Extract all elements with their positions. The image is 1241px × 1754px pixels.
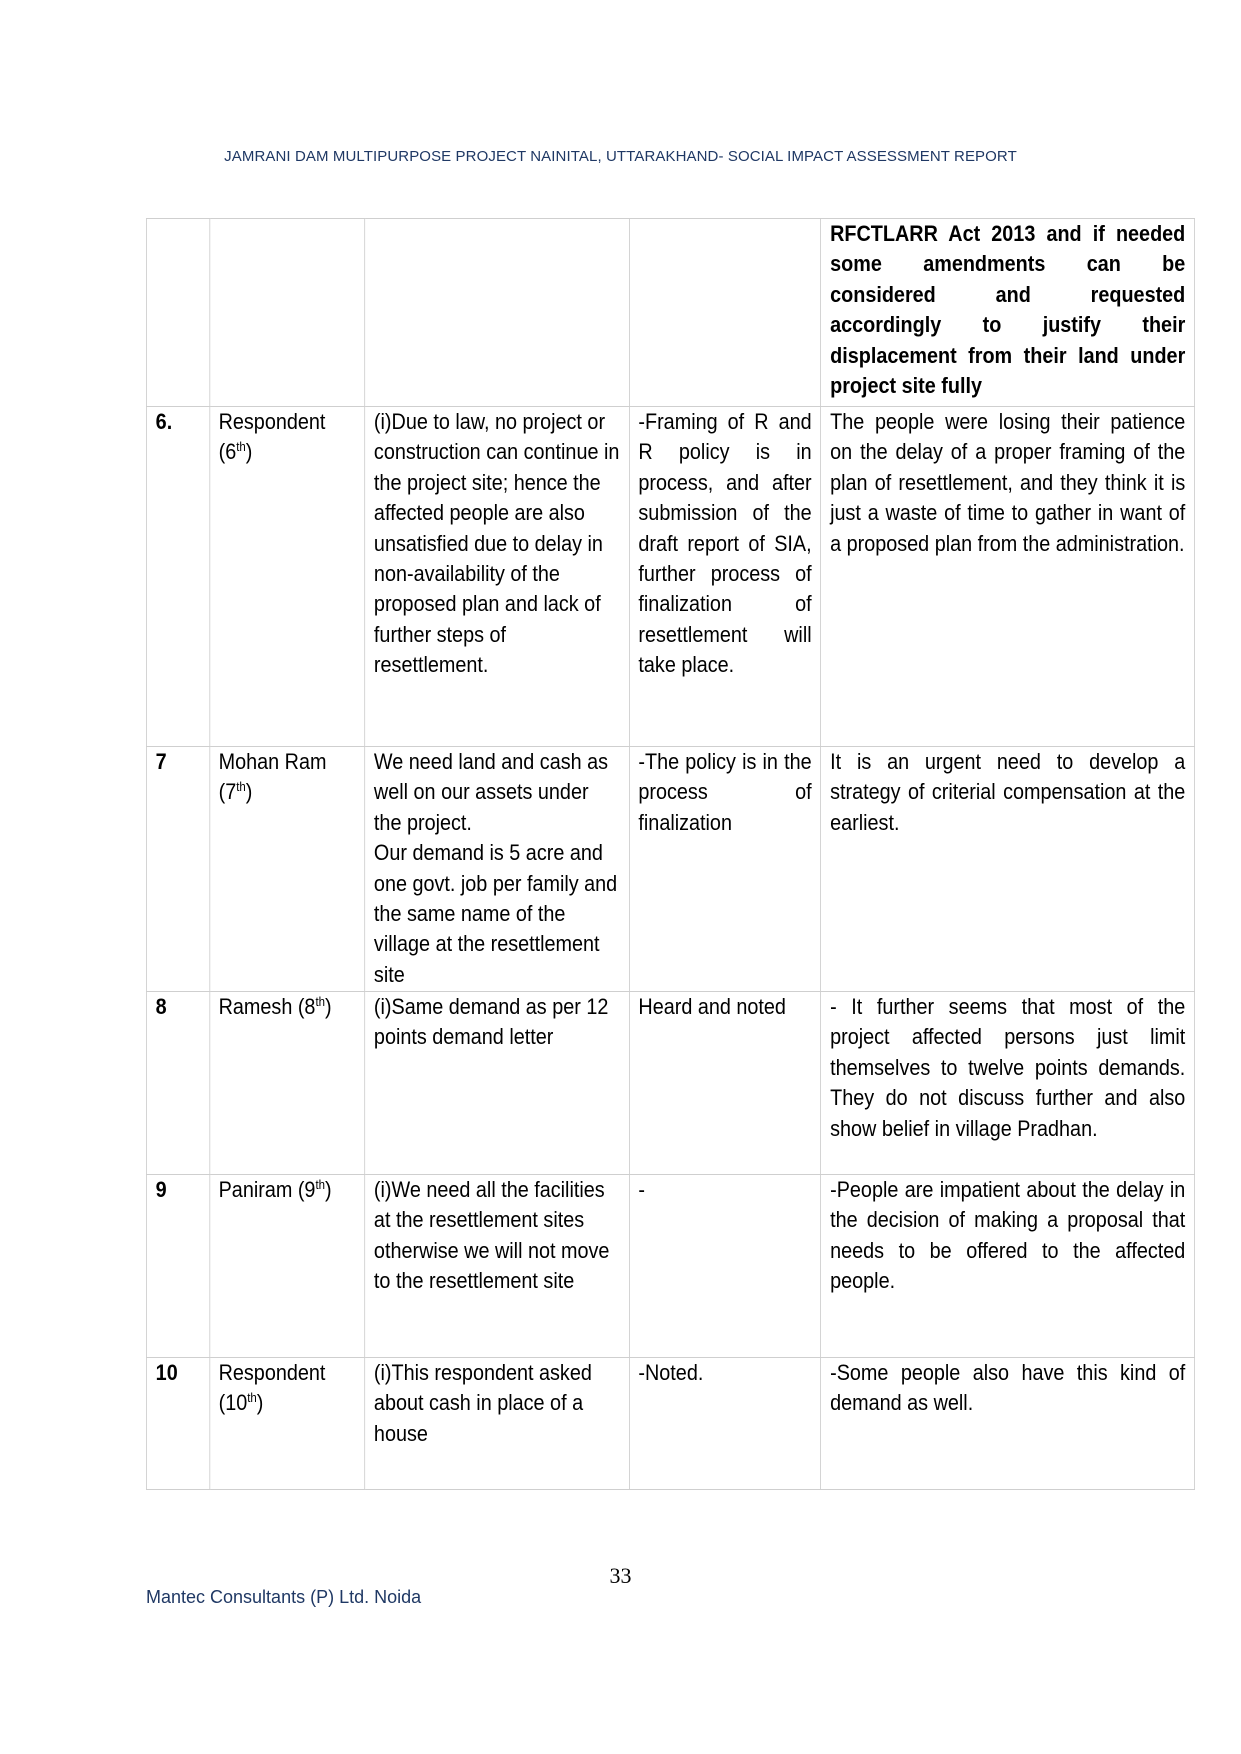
table-row: [146, 1358, 1194, 1490]
concern-cell: We need land and cash as well on our assets under the project. Our demand is 5 acre and one govt. job per family and the same name of the village at the resettlement site: [365, 747, 629, 992]
observation-cell: -Some people also have this kind of demand as well.: [821, 1358, 1195, 1490]
respondent-name: Mohan Ram (7th): [209, 747, 364, 992]
table-row: [146, 1175, 1194, 1358]
table-row: [146, 407, 1194, 747]
response-cell: -: [629, 1175, 821, 1358]
concern-cell: (i)This respondent asked about cash in place of a house: [365, 1358, 629, 1490]
observation-cell: The people were losing their patience on the delay of a proper framing of the plan of resettlement, and they think it is just a waste of time to gather in want of a proposed plan from the administration.: [821, 407, 1195, 747]
respondent-name: Respondent (6th): [209, 407, 364, 747]
continuation-observation: RFCTLARR Act 2013 and if needed some amendments can be considered and requested accordingly to justify their displacement from their land under project site fully: [821, 219, 1195, 407]
respondent-name: Paniram (9th): [209, 1175, 364, 1358]
row-number: 7: [146, 747, 209, 992]
response-cell: -The policy is in the process of finalization: [629, 747, 821, 992]
concern-cell: (i)We need all the facilities at the resettlement sites otherwise we will not move to the resettlement site: [365, 1175, 629, 1358]
concern-cell: (i)Due to law, no project or construction can continue in the project site; hence the affected people are also unsatisfied due to delay in non-availability of the proposed plan and lack of further steps of resettlement.: [365, 407, 629, 747]
observation-cell: -People are impatient about the delay in the decision of making a proposal that needs to be offered to the affected people.: [821, 1175, 1195, 1358]
page-header: JAMRANI DAM MULTIPURPOSE PROJECT NAINITAL, UTTARAKHAND- SOCIAL IMPACT ASSESSMENT REPORT: [224, 148, 1017, 165]
respondent-name: Respondent (10th): [209, 1358, 364, 1490]
response-cell: -Noted.: [629, 1358, 821, 1490]
row-number: 6.: [146, 407, 209, 747]
response-cell: -Framing of R and R policy is in process, and after submission of the draft report of SIA, further process of finalization of resettlement will take place.: [629, 407, 821, 747]
response-cell: Heard and noted: [629, 992, 821, 1175]
table-row: [146, 747, 1194, 992]
row-number: 8: [146, 992, 209, 1175]
observation-cell: It is an urgent need to develop a strategy of criterial compensation at the earliest.: [821, 747, 1195, 992]
observation-cell: - It further seems that most of the project affected persons just limit themselves to twelve points demands. They do not discuss further and also show belief in village Pradhan.: [821, 992, 1195, 1175]
table-row-continuation: [146, 219, 1194, 407]
respondent-name: Ramesh (8th): [209, 992, 364, 1175]
consultation-table: [146, 218, 1195, 1490]
row-number: 10: [146, 1358, 209, 1490]
row-number: 9: [146, 1175, 209, 1358]
concern-cell: (i)Same demand as per 12 points demand letter: [365, 992, 629, 1175]
page-number: 33: [609, 1563, 632, 1588]
table-row: [146, 992, 1194, 1175]
footer-company: Mantec Consultants (P) Ltd. Noida: [146, 1587, 422, 1607]
